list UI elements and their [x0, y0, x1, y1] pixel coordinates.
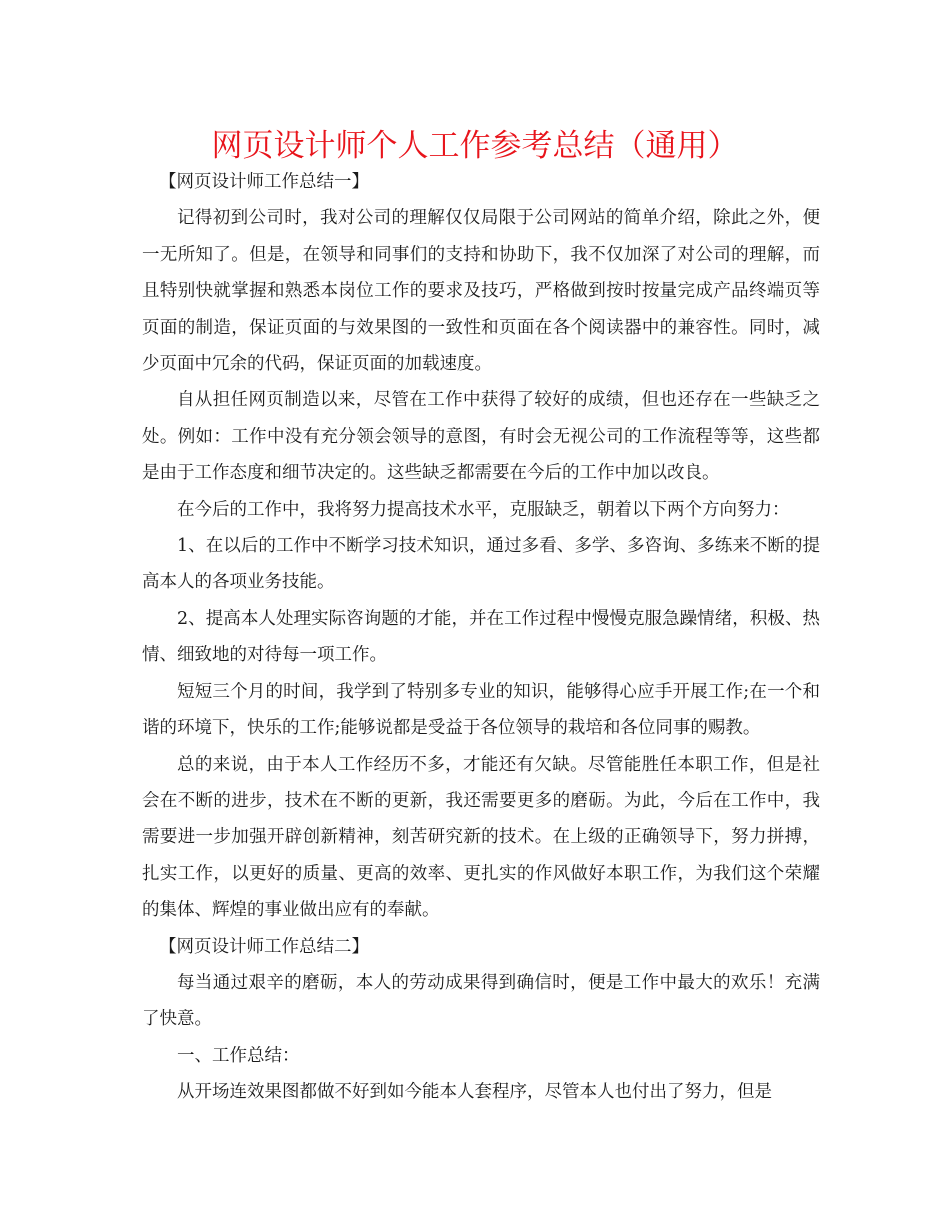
paragraph: 在今后的工作中，我将努力提高技术水平，克服缺乏，朝着以下两个方向努力：	[177, 499, 790, 520]
document-title: 网页设计师个人工作参考总结（通用）	[211, 128, 739, 164]
paragraph: 自从担任网页制造以来，尽管在工作中获得了较好的成绩，但也还存在一些缺乏之处。例如：工作中没有充分领会领导的意图，有时会无视公司的工作流程等等，这些都是由于工作态度和细节决定的。这些缺乏都需要在今后的工作中加以改良。	[142, 390, 820, 484]
section-heading: 【网页设计师工作总结二】	[159, 936, 369, 957]
section-heading: 【网页设计师工作总结一】	[159, 172, 369, 192]
document-body	[142, 164, 820, 1111]
subheading: 一、工作总结：	[177, 1045, 300, 1066]
paragraph: 从开场连效果图都做不好到如今能本人套程序，尽管本人也付出了努力，但是	[177, 1082, 772, 1103]
paragraph: 1、在以后的工作中不断学习技术知识，通过多看、多学、多咨询、多练来不断的提高本人的各项业务技能。	[142, 536, 820, 593]
paragraph: 每当通过艰辛的磨砺，本人的劳动成果得到确信时，便是工作中最大的欢乐！充满了快意。	[142, 972, 820, 1030]
paragraph: 总的来说，由于本人工作经历不多，才能还有欠缺。尽管能胜任本职工作，但是社会在不断的进步，技术在不断的更新，我还需要更多的磨砺。为此，今后在工作中，我需要进一步加强开辟创新精神，刻苦研究新的技术。在上级的正确领导下，努力拼搏，扎实工作，以更好的质量、更高的效率、更扎实的作风做好本职工作，为我们这个荣耀的集体、辉煌的事业做出应有的奉献。	[142, 754, 820, 921]
paragraph: 短短三个月的时间，我学到了特别多专业的知识，能够得心应手开展工作;在一个和谐的环境下，快乐的工作;能够说都是受益于各位领导的栽培和各位同事的赐教。	[142, 681, 820, 739]
paragraph: 记得初到公司时，我对公司的理解仅仅局限于公司网站的简单介绍，除此之外，便一无所知了。但是，在领导和同事们的支持和协助下，我不仅加深了对公司的理解，而且特别快就掌握和熟悉本岗位工作的要求及技巧，严格做到按时按量完成产品终端页等页面的制造，保证页面的与效果图的一致性和页面在各个阅读器中的兼容性。同时，减少页面中冗余的代码，保证页面的加载速度。	[142, 208, 820, 375]
paragraph: 2、提高本人处理实际咨询题的才能，并在工作过程中慢慢克服急躁情绪，积极、热情、细致地的对待每一项工作。	[142, 608, 820, 666]
